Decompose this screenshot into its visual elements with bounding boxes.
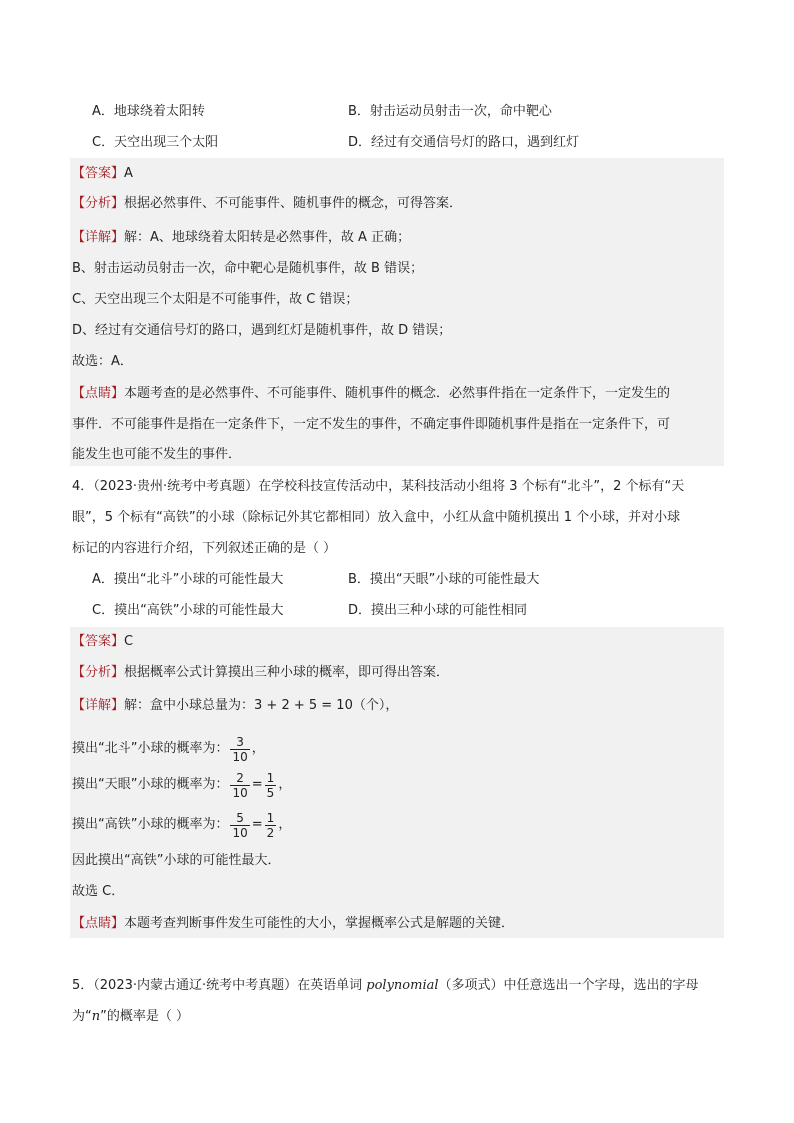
q3-comment-3: 能发生也可能不发生的事件．: [72, 447, 242, 462]
q3-detail-2: B、射击运动员射击一次，命中靶心是随机事件，故 B 错误；: [72, 261, 424, 276]
q4-prob-gaotie: 摸出“高铁”小球的概率为： $\frac{5}{10}$ = $\frac{1}{2}$ ，: [72, 810, 292, 840]
q4-detail-1: 【详解】解：盒中小球总量为：3 + 2 + 5 = 10（个），: [72, 698, 399, 713]
fraction: $\frac{1}{2}$: [266, 810, 275, 840]
q4-option-c: C．摸出“高铁”小球的可能性最大: [92, 603, 284, 618]
q3-detail-3: C、天空出现三个太阳是不可能事件，故 C 错误；: [72, 292, 359, 307]
q3-comment-2: 事件．不可能事件是指在一定条件下，一定不发生的事件，不确定事件即随机事件是指在一定条件下，可: [72, 417, 671, 432]
fraction: $\frac{1}{5}$: [266, 770, 275, 800]
fraction: $\frac{2}{10}$: [232, 770, 248, 800]
q4-option-d: D．摸出三种小球的可能性相同: [348, 603, 528, 618]
fraction: $\frac{5}{10}$: [232, 810, 248, 840]
q5-stem-2: 为“n”的概率是（ ）: [72, 1009, 189, 1024]
q3-detail-1: 【详解】解：A、地球绕着太阳转是必然事件，故 A 正确；: [72, 230, 411, 245]
q3-analysis: 【分析】根据必然事件、不可能事件、随机事件的概念，可得答案．: [72, 196, 463, 211]
q4-stem-2: 眼”，5 个标有“高铁”的小球（除标记外其它都相同）放入盒中，小红从盒中随机摸出 1 个小球，并对小球: [72, 510, 681, 525]
q3-option-c: C．天空出现三个太阳: [92, 135, 219, 150]
q3-comment-1: 【点睛】本题考查的是必然事件、不可能事件、随机事件的概念．必然事件指在一定条件下，一定发生的: [72, 386, 671, 401]
q4-option-a: A．摸出“北斗”小球的可能性最大: [92, 572, 284, 587]
q3-detail-4: D、经过有交通信号灯的路口，遇到红灯是随机事件，故 D 错误；: [72, 323, 452, 338]
fraction: $\frac{3}{10}$: [232, 734, 248, 764]
q4-choose: 故选 C．: [72, 884, 125, 899]
q3-option-d: D．经过有交通信号灯的路口，遇到红灯: [348, 135, 580, 150]
q4-conclusion: 因此摸出“高铁”小球的可能性最大．: [72, 853, 281, 868]
q3-choose: 故选：A．: [72, 354, 133, 369]
q3-answer: 【答案】A: [72, 166, 133, 181]
q4-prob-tianyan: 摸出“天眼”小球的概率为： $\frac{2}{10}$ = $\frac{1}{5}$ ，: [72, 770, 292, 800]
q3-option-b: B．射击运动员射击一次，命中靶心: [348, 104, 552, 119]
q4-stem-3: 标记的内容进行介绍，下列叙述正确的是（ ）: [72, 541, 337, 556]
q4-answer: 【答案】C: [72, 634, 134, 649]
q5-stem-1: 5．（2023·内蒙古通辽·统考中考真题）在英语单词 polynomial（多项式）中任意选出一个字母，选出的字母: [72, 978, 699, 993]
q4-comment: 【点睛】本题考查判断事件发生可能性的大小，掌握概率公式是解题的关键．: [72, 916, 515, 931]
q4-stem-1: 4．（2023·贵州·统考中考真题）在学校科技宣传活动中，某科技活动小组将 3 个标有“北斗”，2 个标有“天: [72, 479, 685, 494]
q4-prob-beidou: 摸出“北斗”小球的概率为： $\frac{3}{10}$ ，: [72, 734, 265, 764]
q4-analysis: 【分析】根据概率公式计算摸出三种小球的概率，即可得出答案．: [72, 665, 450, 680]
q3-option-a: A．地球绕着太阳转: [92, 104, 205, 119]
q4-option-b: B．摸出“天眼”小球的可能性最大: [348, 572, 540, 587]
